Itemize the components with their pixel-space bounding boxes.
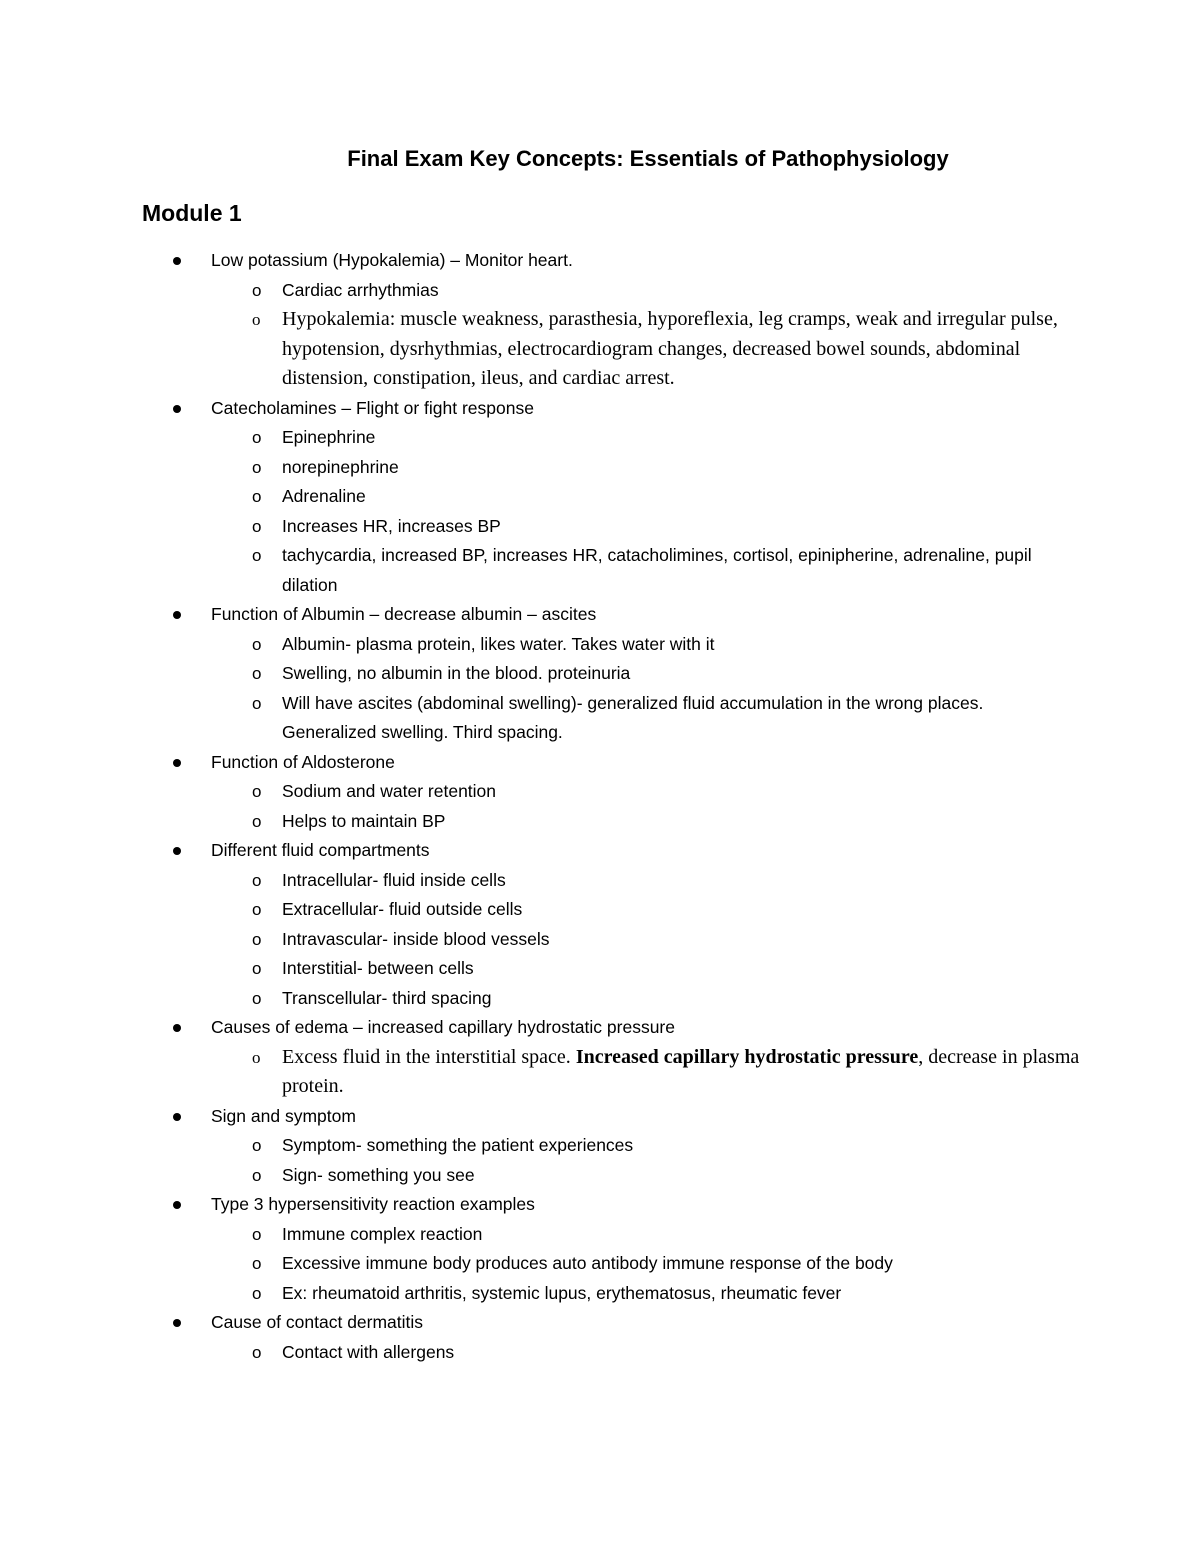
circle-bullet-icon: o: [252, 1342, 262, 1362]
sub-item: [211, 453, 1082, 483]
sub-item-text: Hypokalemia: muscle weakness, parasthesia, hyporeflexia, leg cramps, weak and irregular pulse, hypotension, dysrhythmias, electrocardiogram changes, decreased bowel sounds, abdominal distension, constipation, ileus, and cardiac arrest.: [282, 308, 1058, 389]
circle-bullet-icon: o: [252, 487, 262, 506]
sub-item-text: Epinephrine: [282, 427, 376, 447]
sub-item-text: Swelling, no albumin in the blood. proteinuria: [282, 663, 631, 683]
outline-item-label: Function of Aldosterone: [211, 751, 395, 772]
sub-item-text: Excessive immune body produces auto antibody immune response of the body: [282, 1253, 893, 1273]
page-title: Final Exam Key Concepts: Essentials of Pathophysiology: [347, 146, 949, 171]
sub-item: [211, 1043, 1082, 1102]
sub-item: [211, 659, 1082, 689]
sub-item-text: Transcellular- third spacing: [282, 987, 492, 1008]
sub-item: [211, 777, 1082, 807]
bullet-icon: [173, 257, 181, 265]
circle-bullet-icon: o: [252, 1224, 262, 1244]
sub-item-text: Excess fluid in the interstitial space.: [282, 1045, 576, 1068]
sub-item-text: Adrenaline: [282, 486, 366, 506]
outline-item-label: Type 3 hypersensitivity reaction examples: [211, 1194, 535, 1214]
circle-bullet-icon: o: [252, 782, 262, 801]
bullet-icon: [173, 1113, 181, 1121]
circle-bullet-icon: o: [252, 634, 262, 654]
outline-item-label: Causes of edema – increased capillary hydrostatic pressure: [211, 1017, 675, 1037]
circle-bullet-icon: o: [252, 929, 262, 949]
module-heading: Module 1: [142, 200, 242, 226]
sub-item-text: Interstitial- between cells: [282, 958, 474, 978]
sub-item: [211, 954, 1082, 984]
circle-bullet-icon: o: [252, 811, 262, 831]
sub-item: [211, 1249, 1082, 1279]
circle-bullet-icon: o: [252, 900, 262, 919]
bullet-icon: [173, 1319, 181, 1327]
circle-bullet-icon: o: [252, 280, 262, 300]
bullet-icon: [173, 611, 181, 619]
circle-bullet-icon: o: [252, 870, 262, 890]
circle-bullet-icon: o: [252, 693, 262, 713]
sub-item-text: Intravascular- inside blood vessels: [282, 928, 550, 949]
circle-bullet-icon: o: [252, 1254, 262, 1273]
outline-item-label: Sign and symptom: [211, 1105, 356, 1126]
sub-list: [211, 1131, 1200, 1190]
circle-bullet-icon: o: [252, 664, 262, 683]
sub-item: [211, 630, 1082, 660]
circle-bullet-icon: o: [252, 988, 262, 1008]
sub-item-text: Cardiac arrhythmias: [282, 279, 439, 300]
sub-item-emphasis: Increased capillary hydrostatic pressure: [575, 1045, 919, 1068]
outline-item-aldosterone: [0, 748, 1200, 837]
sub-item-text: Contact with allergens: [282, 1341, 455, 1362]
sub-item: [211, 925, 1082, 955]
outline-item-catecholamines: [0, 394, 1200, 601]
sub-item: [211, 482, 1082, 512]
outline-item-hypersensitivity: [0, 1190, 1200, 1308]
outline-item-label: Low potassium (Hypokalemia) – Monitor heart.: [211, 250, 573, 270]
outline-item-label: Function of Albumin – decrease albumin – ascites: [211, 604, 597, 624]
bullet-icon: [173, 759, 181, 767]
circle-bullet-icon: o: [252, 959, 262, 978]
sub-list: [211, 1338, 1200, 1368]
sub-list: [211, 276, 1200, 394]
bullet-icon: [173, 405, 181, 413]
outline-list: [0, 246, 1200, 1367]
sub-item: [211, 1220, 1082, 1250]
sub-item: [211, 984, 1082, 1014]
sub-item-text: Intracellular- fluid inside cells: [282, 869, 506, 890]
sub-item-text: Helps to maintain BP: [282, 810, 446, 831]
circle-bullet-icon: o: [252, 1136, 262, 1155]
sub-item: [211, 512, 1082, 542]
sub-item-text: Immune complex reaction: [282, 1223, 483, 1244]
circle-bullet-icon: o: [252, 310, 261, 329]
sub-item-text: norepinephrine: [282, 456, 399, 477]
sub-item-text: tachycardia, increased BP, increases HR, catacholimines, cortisol, epinipherine, adrenaline, pupil dilation: [282, 545, 1032, 595]
sub-item-text: Increases HR, increases BP: [282, 515, 501, 536]
sub-item: [211, 866, 1082, 896]
circle-bullet-icon: o: [252, 428, 262, 447]
sub-list: [211, 423, 1200, 600]
sub-item-text: , decrease in plasma protein.: [282, 1045, 1080, 1097]
outline-item-label: Catecholamines – Flight or fight response: [211, 397, 534, 418]
sub-item-text: Sodium and water retention: [282, 781, 497, 801]
bullet-icon: [173, 1201, 181, 1209]
sub-item: [211, 541, 1082, 600]
sub-item: [211, 1161, 1082, 1191]
sub-list: [211, 1043, 1200, 1102]
sub-item-text: Albumin- plasma protein, likes water. Takes water with it: [282, 633, 715, 654]
outline-item-label: Cause of contact dermatitis: [211, 1312, 424, 1332]
bullet-icon: [173, 1024, 181, 1032]
outline-item-edema: [0, 1013, 1200, 1102]
sub-item: [211, 895, 1082, 925]
circle-bullet-icon: o: [252, 457, 262, 477]
sub-list: [211, 1220, 1200, 1309]
sub-item: [211, 1131, 1082, 1161]
circle-bullet-icon: o: [252, 546, 262, 565]
sub-item: [211, 276, 1082, 306]
outline-item-contact-dermatitis: [0, 1308, 1200, 1367]
bullet-icon: [173, 847, 181, 855]
outline-item-label: Different fluid compartments: [211, 840, 430, 860]
sub-item-text: Symptom- something the patient experiences: [282, 1135, 634, 1155]
sub-item: [211, 1338, 1082, 1368]
circle-bullet-icon: o: [252, 1283, 262, 1303]
sub-item: [211, 423, 1082, 453]
sub-item: [211, 1279, 1082, 1309]
sub-list: [211, 866, 1200, 1014]
circle-bullet-icon: o: [252, 1047, 261, 1067]
outline-item-fluid-compartments: [0, 836, 1200, 1013]
sub-item: [211, 807, 1082, 837]
outline-item-sign-symptom: [0, 1102, 1200, 1191]
sub-list: [211, 777, 1200, 836]
sub-item: [211, 305, 1082, 394]
sub-item: [211, 689, 1082, 748]
sub-list: [211, 630, 1200, 748]
outline-item-hypokalemia: [0, 246, 1200, 394]
sub-item-text: Extracellular- fluid outside cells: [282, 899, 523, 919]
sub-item-text: Ex: rheumatoid arthritis, systemic lupus, erythematosus, rheumatic fever: [282, 1282, 842, 1303]
sub-item-text: Sign- something you see: [282, 1164, 475, 1185]
sub-item-text: Will have ascites (abdominal swelling)- generalized fluid accumulation in the wrong places. Generalized swelling. Third spacing.: [282, 692, 984, 742]
circle-bullet-icon: o: [252, 1165, 262, 1185]
outline-item-albumin: [0, 600, 1200, 748]
circle-bullet-icon: o: [252, 516, 262, 536]
